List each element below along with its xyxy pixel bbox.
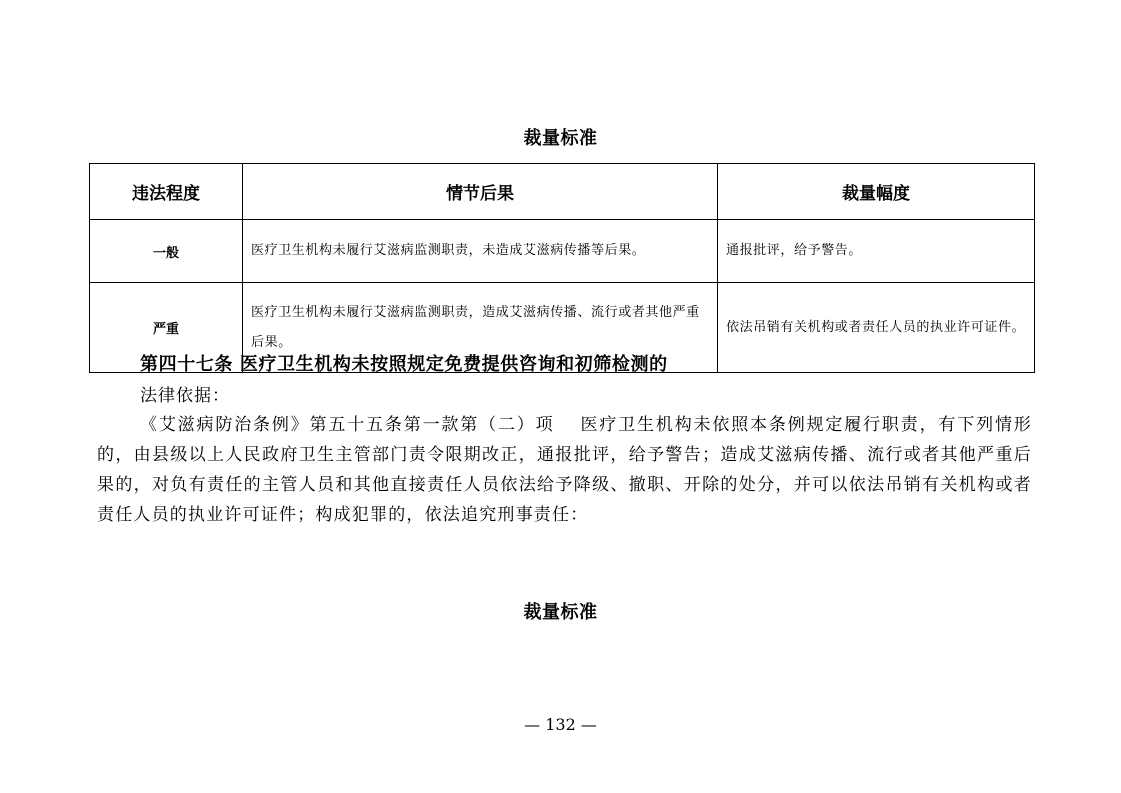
circumstance-cell: 医疗卫生机构未履行艾滋病监测职责，造成艾滋病传播、流行或者其他严重后果。	[243, 283, 718, 373]
column-header-circumstance: 情节后果	[243, 164, 718, 220]
column-header-penalty: 裁量幅度	[718, 164, 1035, 220]
penalty-standard-table	[89, 163, 1035, 373]
page-number: — 132 —	[524, 715, 597, 734]
degree-cell: 严重	[90, 283, 243, 373]
article-heading: 第四十七条 医疗卫生机构未按照规定免费提供咨询和初筛检测的	[140, 354, 668, 375]
penalty-cell: 依法吊销有关机构或者责任人员的执业许可证件。	[718, 283, 1035, 373]
table-row	[90, 220, 1035, 283]
degree-cell: 一般	[90, 220, 243, 283]
circumstance-cell: 医疗卫生机构未履行艾滋病监测职责，未造成艾滋病传播等后果。	[243, 220, 718, 283]
penalty-cell: 通报批评，给予警告。	[718, 220, 1035, 283]
table-caption: 裁量标准	[523, 602, 598, 623]
column-header-degree: 违法程度	[90, 164, 243, 220]
legal-basis-label: 法律依据：	[140, 386, 230, 406]
legal-basis-text: 《艾滋病防治条例》第五十五条第一款第（二）项 医疗卫生机构未依照本条例规定履行职责，有下列情形的，由县级以上人民政府卫生主管部门责令限期改正，通报批评，给予警告；造成艾滋病传播、流行或者其他严重后果的，对负有责任的主管人员和其他直接责任人员依法给予降级、撤职、开除的处分，并可以依法吊销有关机构或者责任人员的执业许可证件；构成犯罪的，依法追究刑事责任：	[97, 415, 1032, 525]
table-caption: 裁量标准	[523, 128, 598, 149]
table-header-row	[90, 164, 1035, 220]
